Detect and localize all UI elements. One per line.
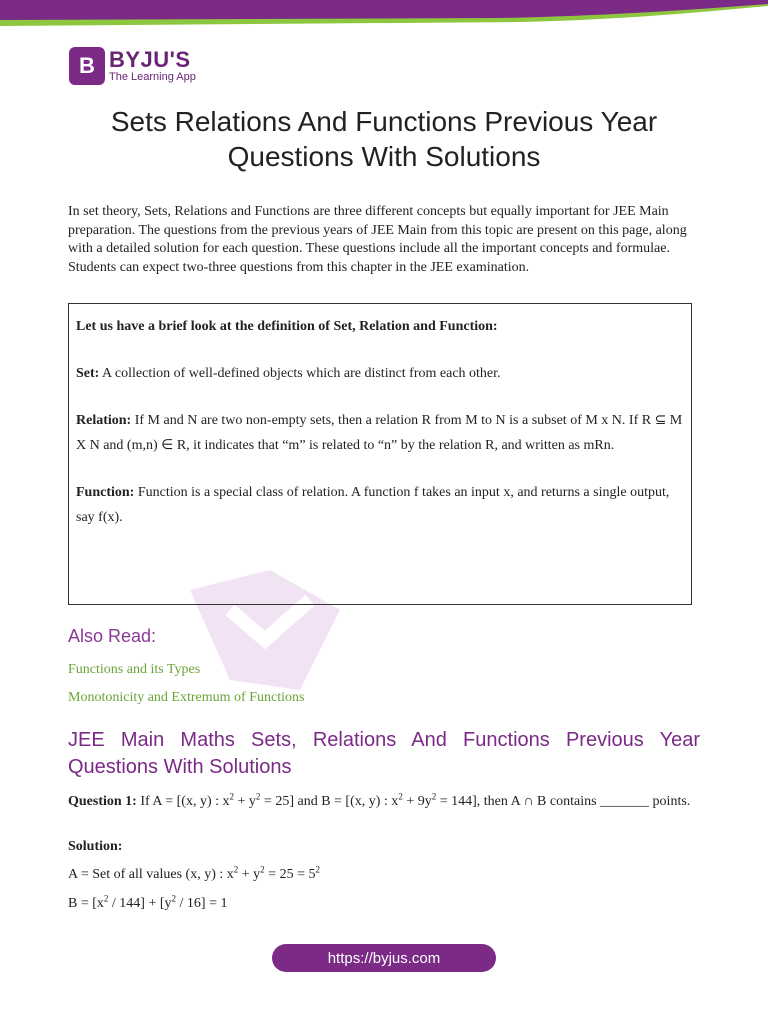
q1-sup-2: 2: [255, 791, 261, 802]
q1-text-4: + 9y: [402, 794, 432, 809]
q1-text-2: + y: [234, 794, 256, 809]
relation-text: If M and N are two non-empty sets, then a relation R from M to N is a subset of M x N. If R ⊆ M X N and (m,n) ∈ R, it indicates that “m” is related to “n” by the relation R, and written as mRn.: [76, 413, 683, 453]
function-label: Function:: [76, 485, 135, 500]
function-definition: [76, 480, 683, 530]
q1-text-1: If A = [(x, y) : x: [136, 794, 230, 809]
q1-text-3: = 25] and B = [(x, y) : x: [260, 794, 399, 809]
definitions-box: [68, 303, 692, 605]
solution-line-a: [68, 866, 700, 884]
q1-sup-3: 2: [398, 791, 403, 802]
section-heading: JEE Main Maths Sets, Relations And Functions Previous Year Questions With Solutions: [68, 729, 700, 778]
brand-tagline: The Learning App: [109, 70, 196, 83]
solution-label-text: Solution:: [68, 839, 123, 854]
page-title: [40, 104, 728, 174]
sol-a-sup-3: 2: [315, 864, 320, 875]
logo-letter: B: [79, 53, 95, 78]
sol-a-sup-2: 2: [260, 864, 265, 875]
sol-b-sup-1: 2: [103, 893, 109, 904]
link-monotonicity-extremum[interactable]: Monotonicity and Extremum of Functions: [68, 690, 305, 705]
link-functions-and-types[interactable]: Functions and its Types: [68, 662, 201, 677]
sol-a-text-1: A = Set of all values (x, y) : x: [68, 867, 234, 882]
sol-b-text-1: B = [x: [68, 896, 104, 911]
relation-label: Relation:: [76, 413, 132, 428]
sol-a-text-2: + y: [238, 867, 261, 882]
set-label: Set:: [76, 366, 100, 381]
byjus-logo: [69, 47, 196, 85]
sol-b-sup-2: 2: [171, 893, 177, 904]
sol-a-sup-1: 2: [233, 864, 239, 875]
header-wave-band: [0, 0, 768, 30]
set-text: A collection of well-defined objects which are distinct from each other.: [99, 366, 501, 381]
sol-b-text-3: / 16] = 1: [176, 896, 228, 911]
solution-label: [68, 838, 700, 856]
sol-b-text-2: / 144] + [y: [108, 896, 172, 911]
logo-mark-icon: [69, 47, 105, 85]
title-line-1: Sets Relations And Functions Previous Year: [110, 106, 658, 137]
also-read-heading: Also Read:: [68, 626, 157, 646]
footer-url-button[interactable]: https://byjus.com: [272, 944, 496, 972]
q1-sup-4: 2: [431, 791, 437, 802]
title-line-2: Questions With Solutions: [227, 141, 541, 172]
relation-definition: [76, 408, 683, 458]
definitions-heading: Let us have a brief look at the definition of Set, Relation and Function:: [76, 319, 498, 334]
q1-sup-1: 2: [229, 791, 235, 802]
brand-name: BYJU'S: [109, 46, 191, 72]
function-text: Function is a special class of relation. A function f takes an input x, and returns a single output, say f(x).: [76, 485, 670, 525]
question-1-label: Question 1:: [68, 794, 137, 809]
set-definition: [76, 361, 683, 386]
sol-a-text-3: = 25 = 5: [264, 867, 316, 882]
intro-paragraph: In set theory, Sets, Relations and Functions are three different concepts but equally important for JEE Main preparation. The questions from the previous years of JEE Main from this topic are present on this page, along with a detailed solution for each question. These questions include all the important concepts and formulae. Students can expect two-three questions from this chapter in the JEE examination.: [68, 204, 687, 275]
q1-text-5: = 144], then A ∩ B contains _______ points.: [436, 794, 691, 809]
question-1: [68, 793, 700, 811]
solution-line-b: [68, 895, 700, 913]
